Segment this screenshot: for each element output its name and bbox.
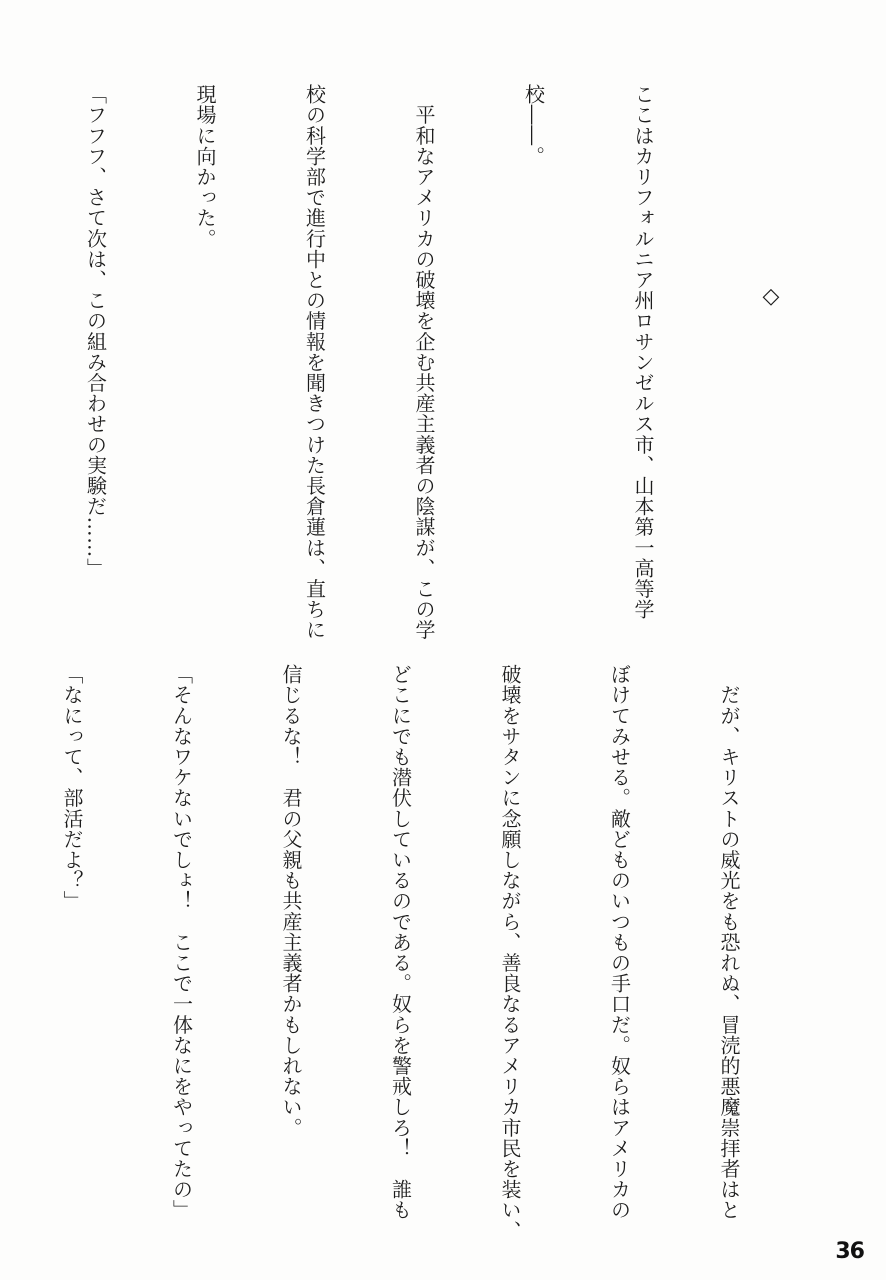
text-line: 信じるな！ 君の父親も共産主義者かもしれない。 — [279, 664, 303, 1138]
text-line: 校――。 — [521, 84, 546, 167]
text-line: 「なにって、部活だよ？」 — [60, 664, 84, 912]
text-line: 現場に向かった。 — [193, 84, 217, 249]
text-line: だが、キリストの威光をも恐れぬ、冒涜的悪魔崇拝者はと — [717, 664, 741, 1221]
text-line: どこにでも潜伏しているのである。奴らを警戒しろ！ 誰も — [388, 664, 413, 1221]
text-line: 破壊をサタンに念願しながら、善良なるアメリカ市民を装い、 — [498, 664, 522, 1241]
text-block-top — [83, 84, 734, 644]
scene-break-diamond: ◇ — [762, 284, 780, 309]
text-line: 「そんなワケないでしょ！ ここで一体なにをやってたの」 — [169, 664, 194, 1221]
text-line: 「フフフ、さて次は、この組み合わせの実験だ……」 — [83, 84, 108, 579]
text-line — [0, 84, 4, 644]
text-block-bottom — [60, 664, 820, 1241]
text-line: 平和なアメリカの破壊を企む共産主義者の陰謀が、この学 — [412, 84, 436, 641]
page-number: 36 — [835, 1239, 864, 1264]
text-line: 校の科学部で進行中との情報を聞きつけた長倉蓮は、直ちに — [302, 84, 327, 641]
text-line: ぼけてみせる。敵どものいつもの手口だ。奴らはアメリカの — [607, 664, 632, 1221]
text-line: ここはカリフォルニア州ロサンゼルス市、山本第一高等学 — [631, 84, 655, 620]
